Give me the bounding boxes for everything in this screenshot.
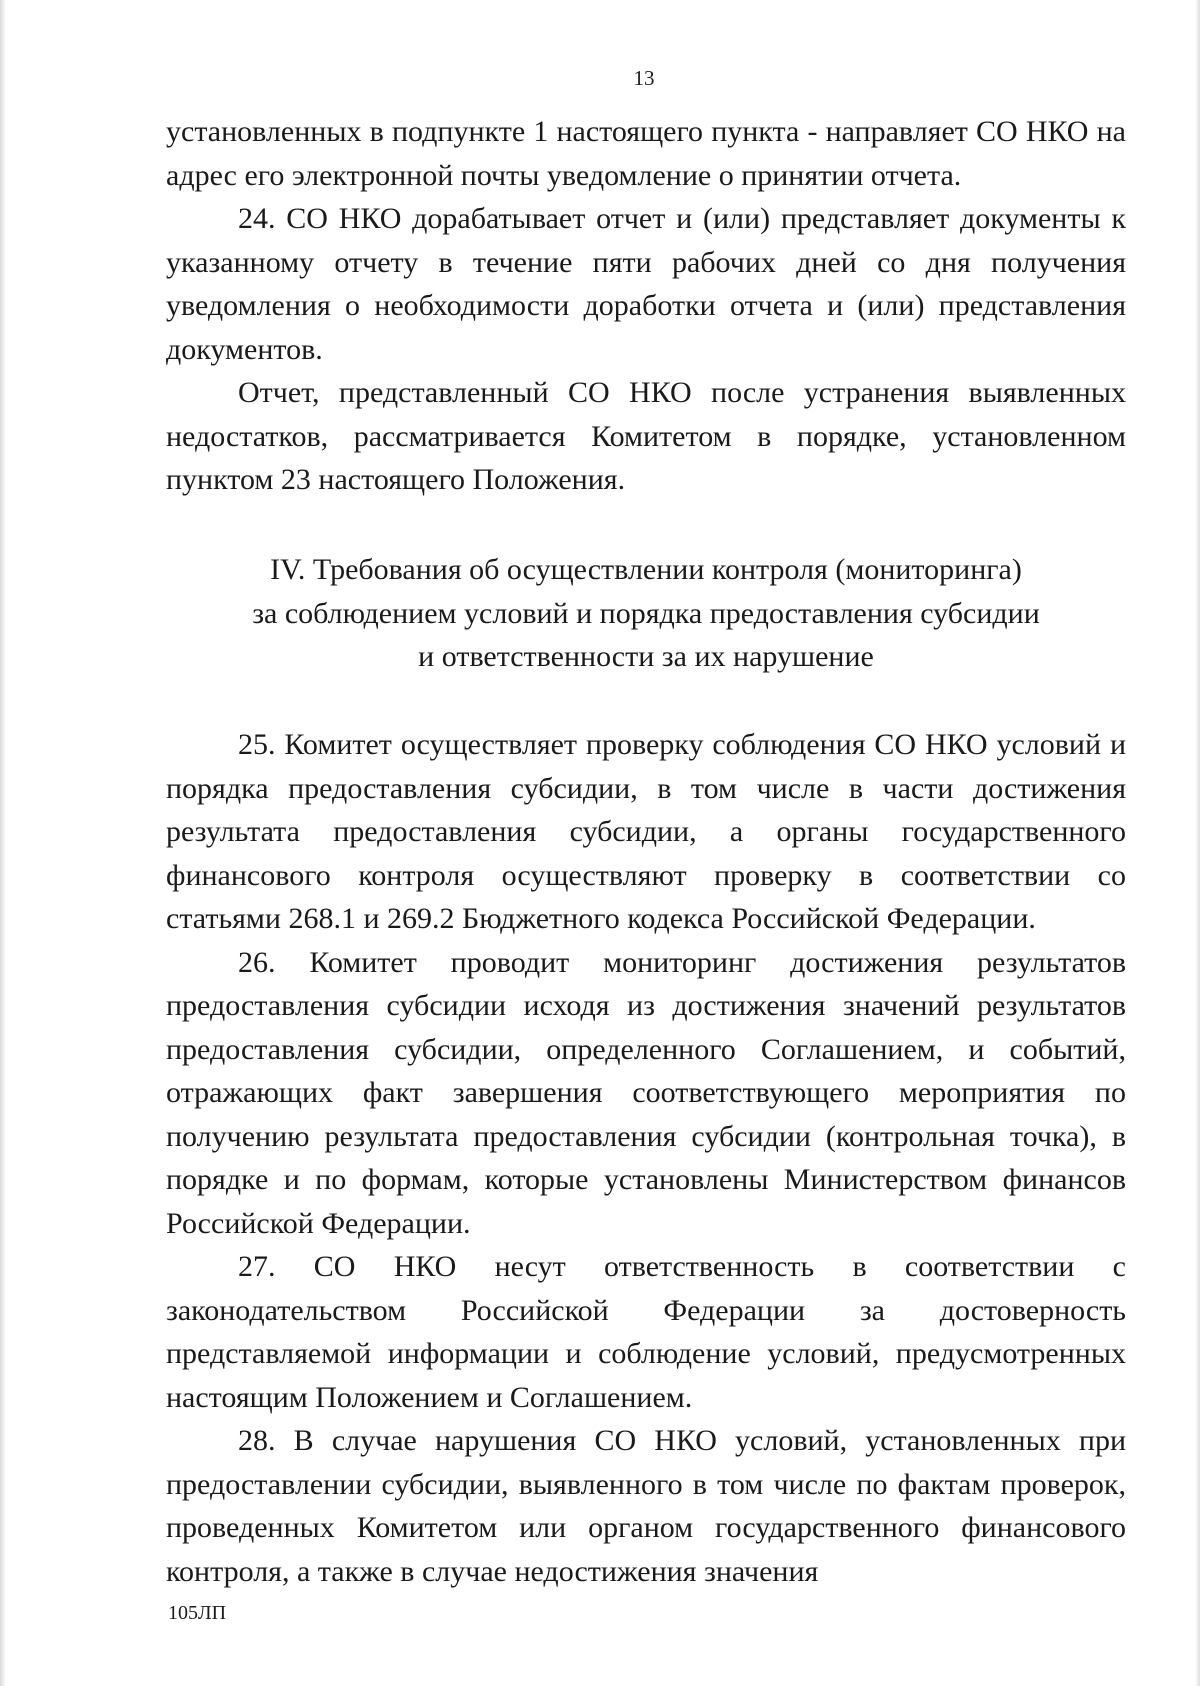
section-heading	[166, 548, 1126, 679]
document-code: 105ЛП	[168, 1602, 227, 1624]
scan-edge-right	[1195, 0, 1200, 1686]
section-heading-line-3: и ответственности за их нарушение	[418, 640, 874, 673]
paragraph-27: 27. СО НКО несут ответственность в соответствии с законодательством Российской Федерации за достоверность представляемой информации и соблюдение условий, предусмотренных настоящим Положением и Соглашением.	[166, 1250, 1126, 1414]
paragraph-continuation: установленных в подпункте 1 настоящего пункта - направляет СО НКО на адрес его электронной почты уведомление о принятии отчета.	[166, 115, 1126, 192]
paragraph-28: 28. В случае нарушения СО НКО условий, установленных при предоставлении субсидии, выявленного в том числе по фактам проверок, проведенных Комитетом или органом государственного финансового контроля, а также в случае недостижения значения	[166, 1424, 1126, 1588]
paragraph-report-revision: Отчет, представленный СО НКО после устранения выявленных недостатков, рассматривается Комитетом в порядке, установленном пунктом 23 настоящего Положения.	[166, 376, 1126, 496]
paragraph-25: 25. Комитет осуществляет проверку соблюдения СО НКО условий и порядка предоставления субсидии, в том числе в части достижения результата предоставления субсидии, а органы государственного финансового контроля осуществляют проверку в соответствии со статьями 268.1 и 269.2 Бюджетного кодекса Российской Федерации.	[166, 728, 1126, 935]
section-heading-line-2: за соблюдением условий и порядка предоставления субсидии	[252, 596, 1040, 630]
paragraph-24: 24. СО НКО дорабатывает отчет и (или) представляет документы к указанному отчету в течение пяти рабочих дней со дня получения уведомления о необходимости доработки отчета и (или) представления документов.	[166, 202, 1126, 366]
section-heading-line-1: IV. Требования об осуществлении контроля (мониторинга)	[270, 553, 1022, 586]
paragraph-26: 26. Комитет проводит мониторинг достижения результатов предоставления субсидии исходя из достижения значений результатов предоставления субсидии, определенного Соглашением, и событий, отражающих факт завершения соответствующего мероприятия по получению результата предоставления субсидии (контрольная точка), в порядке и по формам, которые установлены Министерством финансов Российской Федерации.	[166, 945, 1126, 1240]
scan-edge-left	[0, 0, 6, 1686]
bottom-text-block	[166, 723, 1126, 1593]
page-number: 13	[633, 66, 655, 90]
top-text-block	[166, 110, 1126, 502]
